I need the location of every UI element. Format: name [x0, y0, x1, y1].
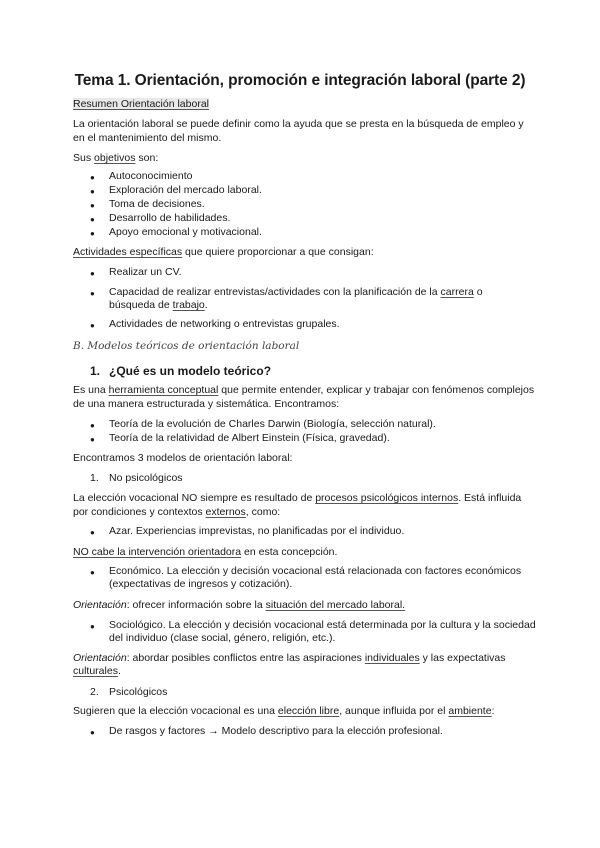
orientacion-text: y las expectativas	[419, 652, 506, 664]
theory-item: Teoría de la evolución de Charles Darwin (Biología, selección natural).	[109, 418, 436, 430]
bullet-icon: ●	[90, 728, 95, 737]
intro-line-2: en el mantenimiento del mismo.	[73, 132, 222, 144]
model1-text: . Está influida	[458, 492, 522, 504]
orientacion-2-line-1	[73, 652, 506, 666]
objective-item: Desarrollo de habilidades.	[109, 212, 231, 224]
no-cabe-line	[73, 546, 337, 560]
model-1-number: 1.	[90, 472, 99, 484]
externos-link: externos	[205, 506, 246, 518]
section-b-heading: B. Modelos teóricos de orientación laboral	[73, 340, 300, 352]
orientacion-text: .	[117, 665, 121, 677]
objectives-link: objetivos	[94, 152, 136, 164]
model1-text: , como:	[245, 506, 281, 518]
model1-line-2	[73, 506, 280, 520]
model1-line-1	[73, 492, 521, 506]
activity-text: o	[473, 286, 483, 298]
summary-heading-text: Resumen Orientación laboral	[73, 98, 209, 110]
eleccion-libre-link: elección libre	[277, 705, 340, 717]
rasgos-item: De rasgos y factores → Modelo descriptivo para la elección profesional.	[109, 725, 443, 737]
theory-line-2: de una manera estructurada y sistemática. Encontramos:	[73, 398, 340, 410]
bullet-icon: ●	[90, 173, 95, 182]
page-title: Tema 1. Orientación, promoción e integración laboral (parte 2)	[74, 72, 526, 89]
model-1-label: No psicológicos	[109, 472, 183, 484]
activities-link: Actividades específicas	[73, 246, 183, 258]
no-cabe-link: NO cabe la intervención orientadora	[73, 546, 242, 558]
model2-text: :	[491, 705, 495, 717]
bullet-icon: ●	[90, 321, 95, 330]
theory-text: Es una	[73, 384, 109, 396]
culturales-link: culturales	[73, 665, 118, 677]
carrera-link: carrera	[440, 286, 474, 298]
bullet-icon: ●	[90, 568, 95, 577]
orientacion-text: : ofrecer información sobre la	[126, 599, 266, 611]
procesos-link: procesos psicológicos internos	[315, 492, 459, 504]
herramienta-link: herramienta conceptual	[108, 384, 219, 396]
theory-text: que permite entender, explicar y trabajar con fenómenos complejos	[218, 384, 535, 396]
theory-item: Teoría de la relatividad de Albert Einstein (Física, gravedad).	[109, 432, 390, 444]
activity-item: Realizar un CV.	[109, 266, 182, 278]
orientacion-label: Orientación	[73, 599, 127, 611]
model2-text: , aunque influida por el	[339, 705, 449, 717]
no-cabe-text: en esta concepción.	[241, 546, 338, 558]
model2-paragraph	[73, 705, 494, 719]
activities-intro-post: que quiere proporcionar a que consigan:	[182, 246, 374, 258]
bullet-icon: ●	[90, 435, 95, 444]
model1-text: La elección vocacional NO siempre es resultado de	[73, 492, 316, 504]
azar-item: Azar. Experiencias imprevistas, no planificadas por el individuo.	[109, 525, 405, 537]
objective-item: Toma de decisiones.	[109, 198, 205, 210]
bullet-icon: ●	[90, 269, 95, 278]
bullet-icon: ●	[90, 421, 95, 430]
activity-text: .	[204, 299, 208, 311]
intro-line-1: La orientación laboral se puede definir como la ayuda que se presta en la búsqueda de empleo y	[73, 118, 524, 130]
objectives-intro	[73, 152, 158, 166]
activities-intro	[73, 246, 374, 260]
bullet-icon: ●	[90, 622, 95, 631]
activity-text: Capacidad de realizar entrevistas/actividades con la planificación de la	[109, 286, 441, 298]
ambiente-link: ambiente	[448, 705, 492, 717]
objective-item: Exploración del mercado laboral.	[109, 184, 262, 196]
summary-heading	[73, 98, 209, 112]
bullet-icon: ●	[90, 229, 95, 238]
objective-item: Autoconocimiento	[109, 170, 193, 182]
economico-line-2: (expectativas de ingresos y cotización).	[109, 578, 293, 590]
orientacion-2-line-2	[73, 665, 121, 679]
bullet-icon: ●	[90, 201, 95, 210]
activity-item: Actividades de networking o entrevistas grupales.	[109, 318, 340, 330]
question-number: 1.	[90, 364, 101, 378]
individuales-link: individuales	[364, 652, 420, 664]
economico-line-1: Económico. La elección y decisión vocacional está relacionada con factores económicos	[109, 565, 522, 577]
bullet-icon: ●	[90, 187, 95, 196]
bullet-icon: ●	[90, 528, 95, 537]
theory-line-1	[73, 384, 534, 398]
trabajo-link: trabajo	[172, 299, 205, 311]
bullet-icon: ●	[90, 289, 95, 298]
situacion-link: situación del mercado laboral.	[265, 599, 406, 611]
activity-text: búsqueda de	[109, 299, 173, 311]
orientacion-label: Orientación	[73, 652, 127, 664]
question-heading: ¿Qué es un modelo teórico?	[109, 364, 272, 378]
model-2-label: Psicológicos	[109, 686, 168, 698]
orientacion-text: : abordar posibles conflictos entre las aspiraciones	[126, 652, 365, 664]
orientacion-1	[73, 599, 405, 613]
activity-item-2-line-2	[109, 299, 208, 313]
objectives-intro-pre: Sus	[73, 152, 95, 164]
model2-text: Sugieren que la elección vocacional es una	[73, 705, 278, 717]
models-count: Encontramos 3 modelos de orientación laboral:	[73, 452, 293, 464]
model-2-number: 2.	[90, 686, 99, 698]
model1-text: por condiciones y contextos	[73, 506, 206, 518]
bullet-icon: ●	[90, 215, 95, 224]
sociologico-line-1: Sociológico. La elección y decisión vocacional está determinada por la cultura y la sociedad	[109, 619, 536, 631]
sociologico-line-2: del individuo (clase social, género, religión, etc.).	[109, 632, 336, 644]
objectives-intro-post: son:	[135, 152, 159, 164]
objective-item: Apoyo emocional y motivacional.	[109, 226, 262, 238]
activity-item-2-line-1	[109, 286, 483, 300]
